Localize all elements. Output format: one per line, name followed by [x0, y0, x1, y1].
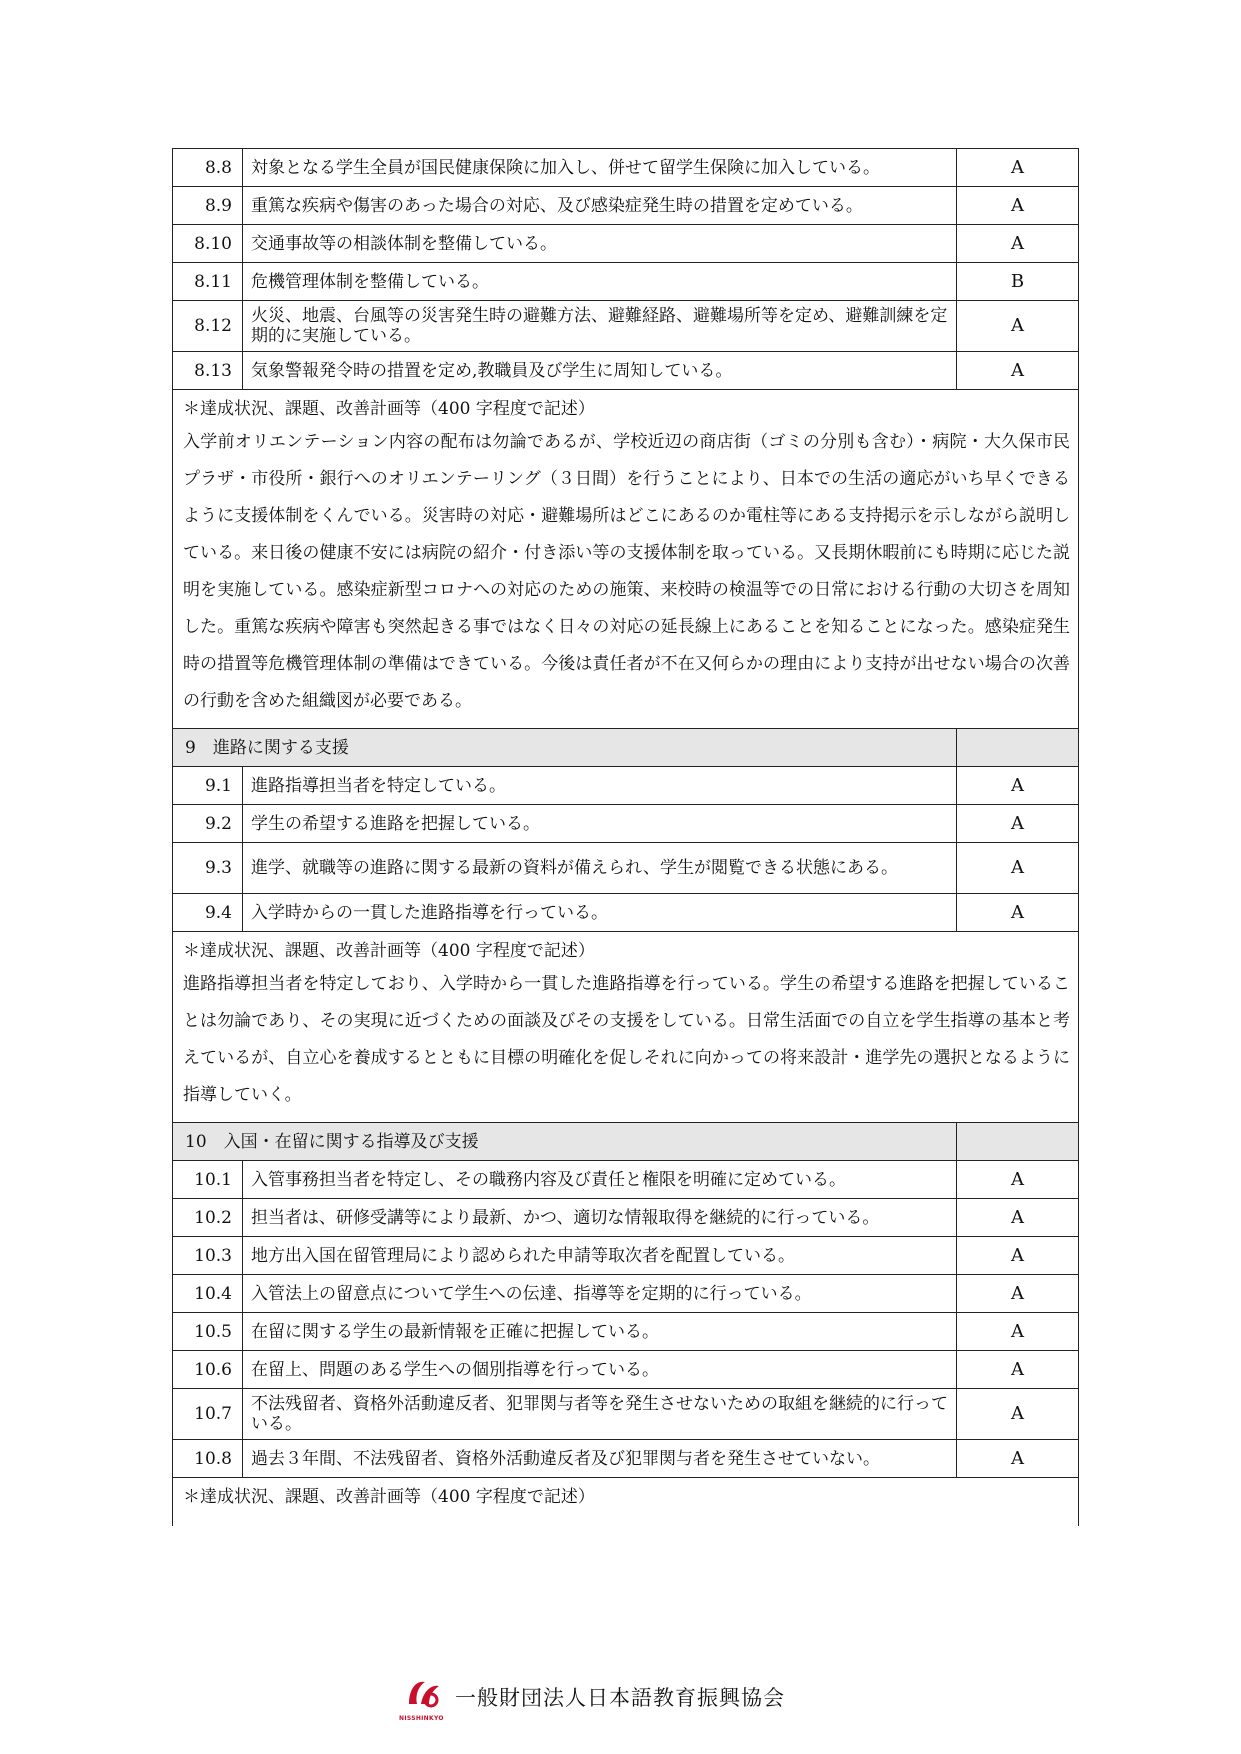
item-grade: A — [957, 1389, 1079, 1440]
item-text: 過去３年間、不法残留者、資格外活動違反者及び犯罪関与者を発生させていない。 — [243, 1440, 957, 1478]
note-cell — [173, 932, 1079, 1123]
item-number: 10.3 — [173, 1237, 243, 1275]
item-text: 入学時からの一貫した進路指導を行っている。 — [243, 894, 957, 932]
table-row — [173, 225, 1079, 263]
item-number: 9.3 — [173, 843, 243, 894]
table-row — [173, 767, 1079, 805]
item-text: 在留上、問題のある学生への個別指導を行っている。 — [243, 1351, 957, 1389]
item-number: 8.13 — [173, 352, 243, 390]
item-text: 火災、地震、台風等の災害発生時の避難方法、避難経路、避難場所等を定め、避難訓練を定期的に実施している。 — [243, 301, 957, 352]
table-row — [173, 1237, 1079, 1275]
item-text: 対象となる学生全員が国民健康保険に加入し、併せて留学生保険に加入している。 — [243, 149, 957, 187]
table-row — [173, 1275, 1079, 1313]
table-row — [173, 301, 1079, 352]
item-text: 危機管理体制を整備している。 — [243, 263, 957, 301]
item-number: 8.10 — [173, 225, 243, 263]
note-heading: ＊達成状況、課題、改善計画等（400 字程度で記述） — [183, 941, 595, 961]
item-text: 気象警報発令時の措置を定め,教職員及び学生に周知している。 — [243, 352, 957, 390]
item-number: 10.6 — [173, 1351, 243, 1389]
item-number: 8.12 — [173, 301, 243, 352]
item-grade: A — [957, 149, 1079, 187]
item-number: 9.2 — [173, 805, 243, 843]
note-heading: ＊達成状況、課題、改善計画等（400 字程度で記述） — [183, 399, 595, 419]
note-body: 進路指導担当者を特定しており、入学時から一貫した進路指導を行っている。学生の希望する進路を把握していることは勿論であり、その実現に近づくための面談及びその支援をしている。日常生活面での自立を学生指導の基本と考えているが、自立心を養成するとともに目標の明確化を促しそれに向かっての将来設計・進学先の選択となるように指導していく。 — [183, 974, 1070, 1105]
item-text: 重篤な疾病や傷害のあった場合の対応、及び感染症発生時の措置を定めている。 — [243, 187, 957, 225]
logo-mark-icon — [403, 1674, 443, 1714]
note-cell — [173, 1478, 1079, 1527]
item-grade: A — [957, 1199, 1079, 1237]
item-grade: A — [957, 1237, 1079, 1275]
section-header — [173, 729, 1079, 767]
table-row — [173, 263, 1079, 301]
item-grade: A — [957, 187, 1079, 225]
item-number: 8.9 — [173, 187, 243, 225]
item-number: 10.2 — [173, 1199, 243, 1237]
note-row — [173, 1478, 1079, 1527]
item-grade: B — [957, 263, 1079, 301]
table-row — [173, 1199, 1079, 1237]
item-grade: A — [957, 1313, 1079, 1351]
table-row — [173, 805, 1079, 843]
table-row — [173, 1313, 1079, 1351]
item-number: 9.1 — [173, 767, 243, 805]
table-row — [173, 1440, 1079, 1478]
item-text: 進路指導担当者を特定している。 — [243, 767, 957, 805]
item-number: 10.7 — [173, 1389, 243, 1440]
table-row — [173, 187, 1079, 225]
note-row — [173, 390, 1079, 729]
item-grade: A — [957, 767, 1079, 805]
page-footer — [399, 1674, 785, 1722]
item-number: 10.8 — [173, 1440, 243, 1478]
item-grade: A — [957, 301, 1079, 352]
item-grade: A — [957, 352, 1079, 390]
section-grade-cell — [957, 1123, 1079, 1161]
item-text: 在留に関する学生の最新情報を正確に把握している。 — [243, 1313, 957, 1351]
item-text: 入管事務担当者を特定し、その職務内容及び責任と権限を明確に定めている。 — [243, 1161, 957, 1199]
item-text: 学生の希望する進路を把握している。 — [243, 805, 957, 843]
note-heading: ＊達成状況、課題、改善計画等（400 字程度で記述） — [183, 1487, 595, 1507]
organization-logo — [399, 1674, 444, 1722]
item-grade: A — [957, 894, 1079, 932]
item-grade: A — [957, 805, 1079, 843]
note-body: 入学前オリエンテーション内容の配布は勿論であるが、学校近辺の商店街（ゴミの分別も含む）・病院・大久保市民プラザ・市役所・銀行へのオリエンテーリング（３日間）を行うことにより、日本での生活の適応がいち早くできるように支援体制をくんでいる。災害時の対応・避難場所はどこにあるのか電柱等にある支持掲示を示しながら説明している。来日後の健康不安には病院の紹介・付き添い等の支援体制を取っている。又長期休暇前にも時期に応じた説明を実施している。感染症新型コロナへの対応のための施策、来校時の検温等での日常における行動の大切さを周知した。重篤な疾病や障害も突然起きる事ではなく日々の対応の延長線上にあることを知ることになった。感染症発生時の措置等危機管理体制の準備はできている。今後は責任者が不在又何らかの理由により支持が出せない場合の次善の行動を含めた組織図が必要である。 — [183, 432, 1070, 711]
item-grade: A — [957, 225, 1079, 263]
organization-name: 一般財団法人日本語教育振興協会 — [455, 1686, 785, 1710]
note-cell — [173, 390, 1079, 729]
section-title: 10 入国・在留に関する指導及び支援 — [173, 1123, 957, 1161]
evaluation-table — [172, 148, 1079, 1526]
table-row — [173, 1161, 1079, 1199]
table-row — [173, 149, 1079, 187]
item-number: 10.5 — [173, 1313, 243, 1351]
item-text: 交通事故等の相談体制を整備している。 — [243, 225, 957, 263]
item-grade: A — [957, 843, 1079, 894]
item-text: 不法残留者、資格外活動違反者、犯罪関与者等を発生させないための取組を継続的に行っている。 — [243, 1389, 957, 1440]
table-row — [173, 1389, 1079, 1440]
item-grade: A — [957, 1440, 1079, 1478]
table-row — [173, 894, 1079, 932]
section-header — [173, 1123, 1079, 1161]
item-text: 進学、就職等の進路に関する最新の資料が備えられ、学生が閲覧できる状態にある。 — [243, 843, 957, 894]
section-title: 9 進路に関する支援 — [173, 729, 957, 767]
item-grade: A — [957, 1161, 1079, 1199]
section-grade-cell — [957, 729, 1079, 767]
item-number: 10.4 — [173, 1275, 243, 1313]
item-text: 入管法上の留意点について学生への伝達、指導等を定期的に行っている。 — [243, 1275, 957, 1313]
item-number: 9.4 — [173, 894, 243, 932]
logo-text: NISSHINKYO — [399, 1715, 444, 1722]
item-number: 8.11 — [173, 263, 243, 301]
table-row — [173, 1351, 1079, 1389]
evaluation-document — [172, 148, 1078, 1526]
item-grade: A — [957, 1275, 1079, 1313]
item-number: 8.8 — [173, 149, 243, 187]
note-row — [173, 932, 1079, 1123]
table-row — [173, 352, 1079, 390]
table-row — [173, 843, 1079, 894]
item-text: 地方出入国在留管理局により認められた申請等取次者を配置している。 — [243, 1237, 957, 1275]
item-number: 10.1 — [173, 1161, 243, 1199]
item-grade: A — [957, 1351, 1079, 1389]
item-text: 担当者は、研修受講等により最新、かつ、適切な情報取得を継続的に行っている。 — [243, 1199, 957, 1237]
